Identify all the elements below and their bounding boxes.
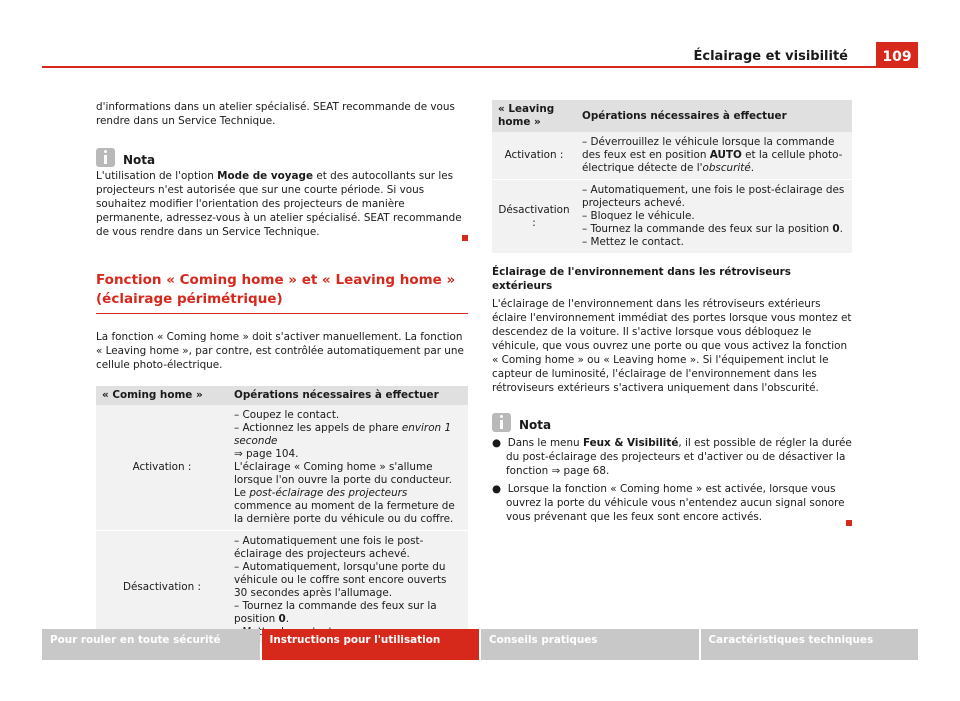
- row-label: Désactivation :: [492, 180, 576, 254]
- leaving-home-table: [492, 100, 852, 253]
- tab-instructions-pour-l-utilisation[interactable]: Instructions pour l'utilisation: [262, 629, 480, 660]
- row-label: Activation :: [492, 132, 576, 180]
- note-title: Nota: [123, 153, 156, 167]
- note-bullet: ● Lorsque la fonction « Coming home » est activée, lorsque vous ouvrez la porte du véhicule vous n'entendez aucun signal sonore vous prévenant que les feux sont encore activés.: [492, 483, 845, 523]
- row-content: – Coupez le contact. – Actionnez les appels de phare environ 1 seconde ⇒ page 104. L'éclairage « Coming home » s'allume lorsque l'on ouvre la porte du conducteur. Le post-éclairage des projecteurs commence au moment de la fermeture de la dernière porte du véhicule ou du coffre.: [228, 405, 468, 531]
- table-header-row: [96, 386, 468, 405]
- section-divider: [96, 313, 468, 314]
- end-of-section-icon: [846, 520, 852, 526]
- table-header-cell: « Coming home »: [96, 386, 228, 405]
- table-header-cell: Opérations nécessaires à effectuer: [228, 386, 468, 405]
- note-heading: [96, 148, 468, 167]
- row-label: Activation :: [96, 405, 228, 531]
- note-text: L'utilisation de l'option Mode de voyage et des autocollants sur les projecteurs n'est autorisée que sur une courte période. Si vous souhaitez modifier l'orientation des projecteurs de manière permanente, adressez-vous à un atelier spécialisé. SEAT recommande de vous rendre dans un Service Technique.: [96, 170, 462, 238]
- row-label: Désactivation :: [96, 531, 228, 644]
- mirror-lighting-heading: Éclairage de l'environnement dans les rétroviseurs extérieurs: [492, 266, 791, 292]
- table-row: [96, 405, 468, 531]
- row-content: – Automatiquement une fois le post-éclairage des projecteurs achevé. – Automatiquement, lorsqu'une porte du véhicule ou le coffre sont encore ouverts 30 secondes après l'allumage. – Tournez la commande des feux sur la position 0. Mettez: [228, 531, 468, 644]
- row-content: – Déverrouillez le véhicule lorsque la commande des feux est en position AUTO et la cellule photo-électrique détecte de l'obscurité.: [576, 132, 852, 180]
- section-intro: La fonction « Coming home » doit s'activer manuellement. La fonction « Leaving home », par contre, est contrôlée automatiquement par une cellule photo-électrique.: [96, 331, 464, 371]
- chapter-navigation: [42, 629, 918, 660]
- table-row: [96, 531, 468, 644]
- table-header-cell: « Leaving home »: [492, 100, 576, 132]
- page-title: Éclairage et visibilité: [693, 49, 848, 64]
- menu-feux-visibilite: Feux & Visibilité: [582, 437, 679, 449]
- mirror-lighting-paragraph: L'éclairage de l'environnement dans les rétroviseurs extérieurs éclaire l'environnement immédiat des portes lorsque vous montez et descendez de la voiture. Il s'active lorsque vous débloquez le véhicule, que vous ouvrez une porte ou que vous activez la fonction « Coming home » ou « Leaving home ». Si l'équipement inclut le capteur de luminosité, l'éclairage de l'environnement dans les rétroviseurs extérieurs s'activera uniquement dans l'obscurité.: [492, 298, 852, 394]
- table-header-cell: Opérations nécessaires à effectuer: [576, 100, 852, 132]
- tab-conseils-pratiques[interactable]: Conseils pratiques: [481, 629, 699, 660]
- end-of-section-icon: [462, 235, 468, 241]
- option-mode-de-voyage: Mode de voyage: [217, 170, 314, 182]
- page-number: 109: [876, 42, 918, 68]
- table-row: [492, 180, 852, 254]
- table-header-row: [492, 100, 852, 132]
- section-heading: Fonction « Coming home » et « Leaving home » (éclairage périmétrique): [96, 272, 456, 307]
- tab-caracteristiques-techniques[interactable]: Caractéristiques techniques: [701, 629, 919, 660]
- info-hand-icon: [492, 413, 511, 432]
- note-heading: [492, 413, 852, 432]
- info-hand-icon: [96, 148, 115, 167]
- note-bullet: ● Dans le menu Feux & Visibilité, il est possible de régler la durée du post-éclairage des projecteurs et d'activer ou de désactiver la fonction ⇒ page 68.: [492, 437, 852, 477]
- right-column: [492, 100, 852, 530]
- tab-pour-rouler-en-toute-securite[interactable]: Pour rouler en toute sécurité: [42, 629, 260, 660]
- intro-paragraph: d'informations dans un atelier spécialisé. SEAT recommande de vous rendre dans un Service Technique.: [96, 101, 455, 127]
- row-content: – Automatiquement, une fois le post-éclairage des projecteurs achevé. – Bloquez le véhicule. – Tournez la commande des feux sur la position 0. – Mettez le contact.: [576, 180, 852, 254]
- table-row: [492, 132, 852, 180]
- left-column: [96, 100, 468, 643]
- page-reference-link[interactable]: ⇒ page 104.: [234, 448, 299, 460]
- header-divider: [42, 66, 918, 68]
- coming-home-table: [96, 386, 468, 643]
- note-title: Nota: [519, 418, 552, 432]
